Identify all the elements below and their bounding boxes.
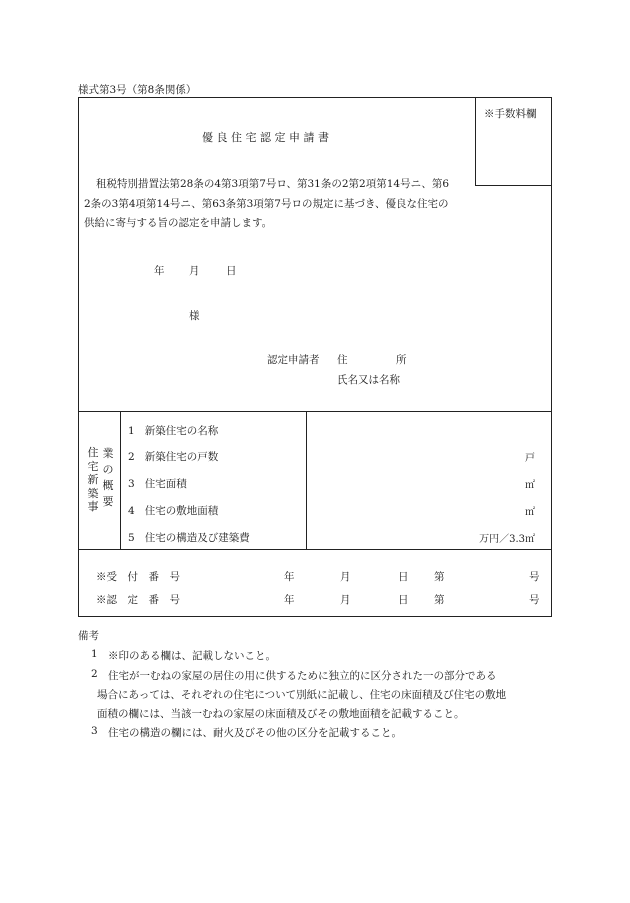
summary-label-char: 要 xyxy=(102,495,114,508)
summary-label-char: 宅 xyxy=(87,459,99,473)
summary-row-5 xyxy=(128,530,250,545)
applicant-label: 認定申請者 xyxy=(267,354,320,366)
row-number: 1 xyxy=(128,425,135,437)
certification-number-label: ※認 定 番 号 xyxy=(96,594,180,606)
certification-month: 月 xyxy=(340,594,351,606)
row-label: 住宅の構造及び建築費 xyxy=(144,532,250,544)
fee-box-bottom xyxy=(475,185,552,186)
receipt-suffix: 号 xyxy=(529,571,540,583)
row-label: 住宅面積 xyxy=(144,478,187,490)
row-label: 新築住宅の名称 xyxy=(144,425,219,437)
unit-units: 戸 xyxy=(525,453,535,464)
date-year-label: 年 xyxy=(154,265,165,277)
note-1-number: 1 xyxy=(91,648,98,660)
summary-label-col1 xyxy=(86,446,100,514)
unit-cost: 万円／3.3㎡ xyxy=(479,534,535,545)
unit-area: ㎡ xyxy=(525,480,535,491)
page-title: 優 良 住 宅 認 定 申 請 書 xyxy=(202,131,329,144)
frame-right xyxy=(551,97,552,617)
note-3-number: 3 xyxy=(91,725,98,737)
receipt-number-label: ※受 付 番 号 xyxy=(96,571,180,583)
note-2-line-1: 住宅が一むねの家屋の居住の用に供するために独立的に区分された一の部分である xyxy=(108,670,497,682)
certification-suffix: 号 xyxy=(529,594,540,606)
summary-label-char: 新 xyxy=(87,473,99,486)
summary-label-divider xyxy=(120,411,121,550)
note-2-line-2: 場合にあっては、それぞれの住宅について別紙に記載し、住宅の床面積及び住宅の敷地 xyxy=(97,689,507,701)
certification-year: 年 xyxy=(284,594,295,606)
frame-left xyxy=(78,97,79,617)
fee-box-left xyxy=(475,97,476,186)
summary-row-1 xyxy=(128,423,218,438)
body-line-3: 供給に寄与する旨の認定を申請します。 xyxy=(84,217,273,229)
notes-title: 備考 xyxy=(78,630,99,642)
note-1-line-1: ※印のある欄は、記載しないこと。 xyxy=(108,650,276,662)
frame-bottom xyxy=(78,616,552,617)
note-3-line-1: 住宅の構造の欄には、耐火及びその他の区分を記載すること。 xyxy=(108,727,402,739)
summary-label-char: 業 xyxy=(102,447,114,460)
summary-label-char: 築 xyxy=(87,486,99,500)
summary-row-3 xyxy=(128,476,187,491)
summary-label-char: 事 xyxy=(87,500,99,513)
receipt-day: 日 xyxy=(398,571,409,583)
row-label: 新築住宅の戸数 xyxy=(144,451,219,463)
address-label-a: 住 xyxy=(337,354,348,366)
row-number: 2 xyxy=(128,451,135,463)
date-day-label: 日 xyxy=(226,265,237,277)
certification-no: 第 xyxy=(434,594,445,606)
body-line-2: 2条の3第4項第14号ニ、第63条第3項第7号ロの規定に基づき、優良な住宅の xyxy=(84,198,449,210)
summary-label-char: 住 xyxy=(87,446,99,459)
row-number: 5 xyxy=(128,532,135,544)
summary-value-divider xyxy=(306,411,307,550)
form-number: 様式第3号（第8条関係） xyxy=(78,84,197,96)
note-2-number: 2 xyxy=(91,668,98,680)
date-month-label: 月 xyxy=(189,265,200,277)
row-number: 3 xyxy=(128,478,135,490)
receipt-no: 第 xyxy=(434,571,445,583)
note-2-line-3: 面積の欄には、当該一むねの家屋の床面積及びその敷地面積を記載すること。 xyxy=(97,708,465,720)
receipt-month: 月 xyxy=(340,571,351,583)
summary-label-char: の xyxy=(102,463,114,476)
summary-row-4 xyxy=(128,503,218,518)
body-line-1: 租税特別措置法第28条の4第3項第7号ロ、第31条の2第2項第14号ニ、第6 xyxy=(96,178,450,190)
unit-site-area: ㎡ xyxy=(525,507,535,518)
summary-bottom xyxy=(78,549,552,550)
row-number: 4 xyxy=(128,505,135,517)
summary-label-char: 概 xyxy=(102,479,114,492)
summary-top xyxy=(78,411,552,412)
addressee-suffix: 様 xyxy=(189,310,200,322)
receipt-year: 年 xyxy=(284,571,295,583)
certification-day: 日 xyxy=(398,594,409,606)
address-label-b: 所 xyxy=(396,354,407,366)
summary-row-2 xyxy=(128,449,218,464)
fee-box-label: ※手数料欄 xyxy=(484,108,537,120)
summary-label-col2 xyxy=(101,446,115,510)
row-label: 住宅の敷地面積 xyxy=(144,505,219,517)
name-label: 氏名又は名称 xyxy=(337,374,400,386)
frame-top xyxy=(78,97,552,98)
